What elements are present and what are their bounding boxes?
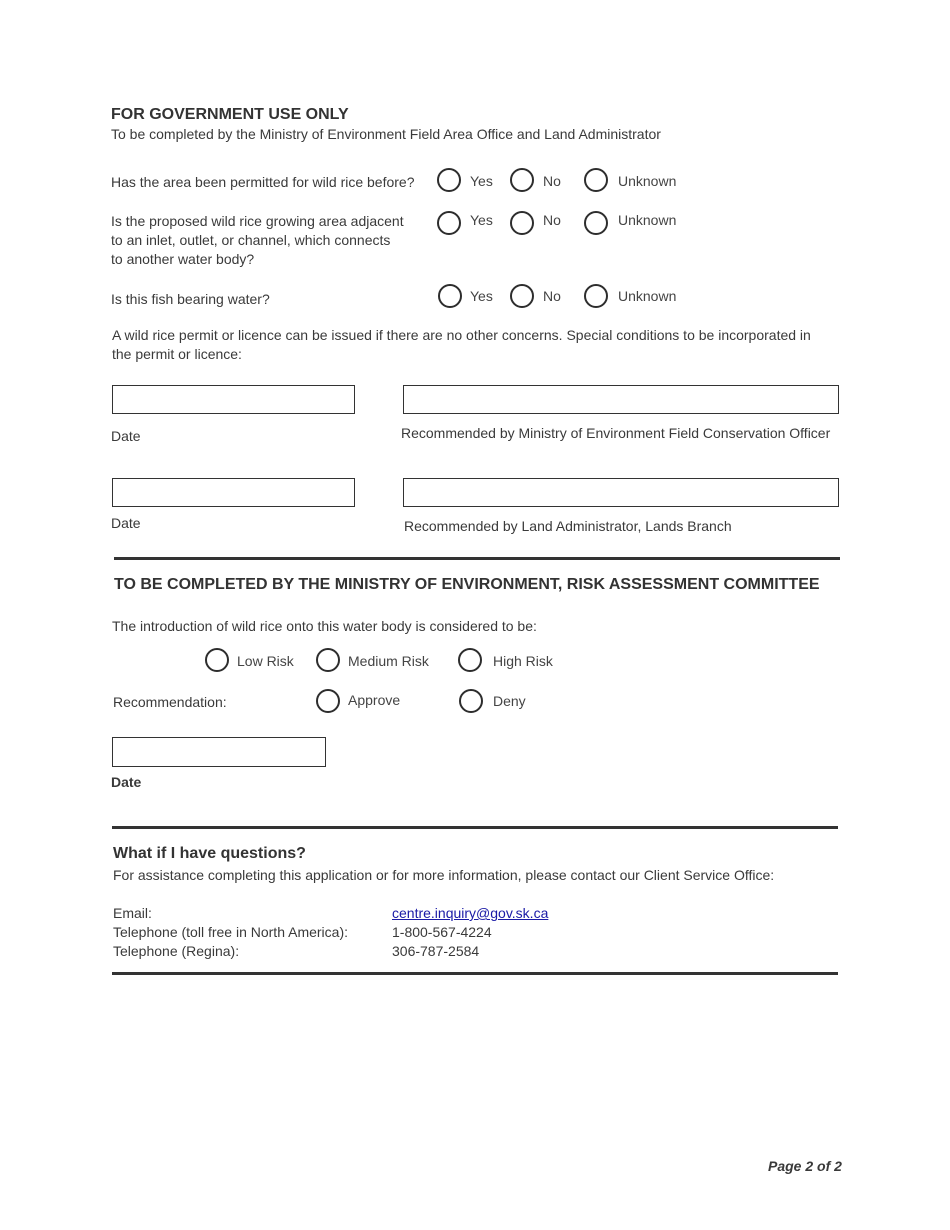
deny-label: Deny [493, 693, 526, 709]
officer-signature-label: Recommended by Ministry of Environment Field Conservation Officer [401, 425, 831, 441]
q1-no-radio[interactable] [510, 168, 534, 192]
section-divider [114, 557, 840, 560]
land-signature-field[interactable] [403, 478, 839, 507]
deny-radio[interactable] [459, 689, 483, 713]
question-adjacent-line2: to an inlet, outlet, or channel, which connects [111, 232, 391, 248]
land-signature-label: Recommended by Land Administrator, Lands Branch [404, 518, 732, 534]
q2-yes-radio[interactable] [437, 211, 461, 235]
q3-no-label: No [543, 288, 561, 304]
questions-intro: For assistance completing this application or for more information, please contact our Client Service Office: [113, 867, 775, 883]
q3-unknown-label: Unknown [618, 288, 677, 304]
tollfree-value: 1-800-567-4224 [392, 924, 492, 940]
q2-yes-label: Yes [470, 212, 493, 228]
officer-date-field[interactable] [112, 385, 355, 414]
q2-no-label: No [543, 212, 561, 228]
q3-yes-label: Yes [470, 288, 493, 304]
low-risk-radio[interactable] [205, 648, 229, 672]
email-label: Email: [113, 905, 152, 921]
question-permitted-before: Has the area been permitted for wild rice before? [111, 174, 415, 190]
q2-no-radio[interactable] [510, 211, 534, 235]
risk-date-label: Date [111, 774, 142, 790]
email-link[interactable]: centre.inquiry@gov.sk.ca [392, 905, 549, 921]
q1-unknown-label: Unknown [618, 173, 677, 189]
approve-label: Approve [348, 692, 401, 708]
land-date-field[interactable] [112, 478, 355, 507]
medium-risk-radio[interactable] [316, 648, 340, 672]
q3-yes-radio[interactable] [438, 284, 462, 308]
question-fish-bearing: Is this fish bearing water? [111, 291, 270, 307]
high-risk-label: High Risk [493, 653, 553, 669]
approve-radio[interactable] [316, 689, 340, 713]
q1-no-label: No [543, 173, 561, 189]
risk-date-field[interactable] [112, 737, 326, 767]
question-adjacent-line1: Is the proposed wild rice growing area adjacent [111, 213, 404, 229]
low-risk-label: Low Risk [237, 653, 294, 669]
risk-intro: The introduction of wild rice onto this water body is considered to be: [112, 618, 537, 634]
permit-conditions-line1: A wild rice permit or licence can be issued if there are no other concerns. Special conditions to be incorporated in [112, 327, 811, 343]
q3-unknown-radio[interactable] [584, 284, 608, 308]
question-adjacent-line3: to another water body? [111, 251, 255, 267]
risk-section-heading: TO BE COMPLETED BY THE MINISTRY OF ENVIRONMENT, RISK ASSESSMENT COMMITTEE [114, 576, 820, 593]
officer-date-label: Date [111, 428, 141, 444]
recommendation-label: Recommendation: [113, 694, 227, 710]
q3-no-radio[interactable] [510, 284, 534, 308]
q1-yes-radio[interactable] [437, 168, 461, 192]
q2-unknown-radio[interactable] [584, 211, 608, 235]
medium-risk-label: Medium Risk [348, 653, 429, 669]
q1-unknown-radio[interactable] [584, 168, 608, 192]
page-number: Page 2 of 2 [768, 1158, 842, 1174]
gov-section-heading: FOR GOVERNMENT USE ONLY [111, 106, 349, 123]
regina-label: Telephone (Regina): [113, 943, 240, 959]
permit-conditions-line2: the permit or licence: [112, 346, 242, 362]
tollfree-label: Telephone (toll free in North America): [113, 924, 348, 940]
land-date-label: Date [111, 515, 141, 531]
q1-yes-label: Yes [470, 173, 493, 189]
regina-value: 306-787-2584 [392, 943, 480, 959]
gov-section-subheading: To be completed by the Ministry of Environment Field Area Office and Land Administrator [111, 126, 661, 142]
officer-signature-field[interactable] [403, 385, 839, 414]
q2-unknown-label: Unknown [618, 212, 677, 228]
section-divider [112, 972, 838, 975]
high-risk-radio[interactable] [458, 648, 482, 672]
questions-heading: What if I have questions? [113, 845, 306, 862]
section-divider [112, 826, 838, 829]
